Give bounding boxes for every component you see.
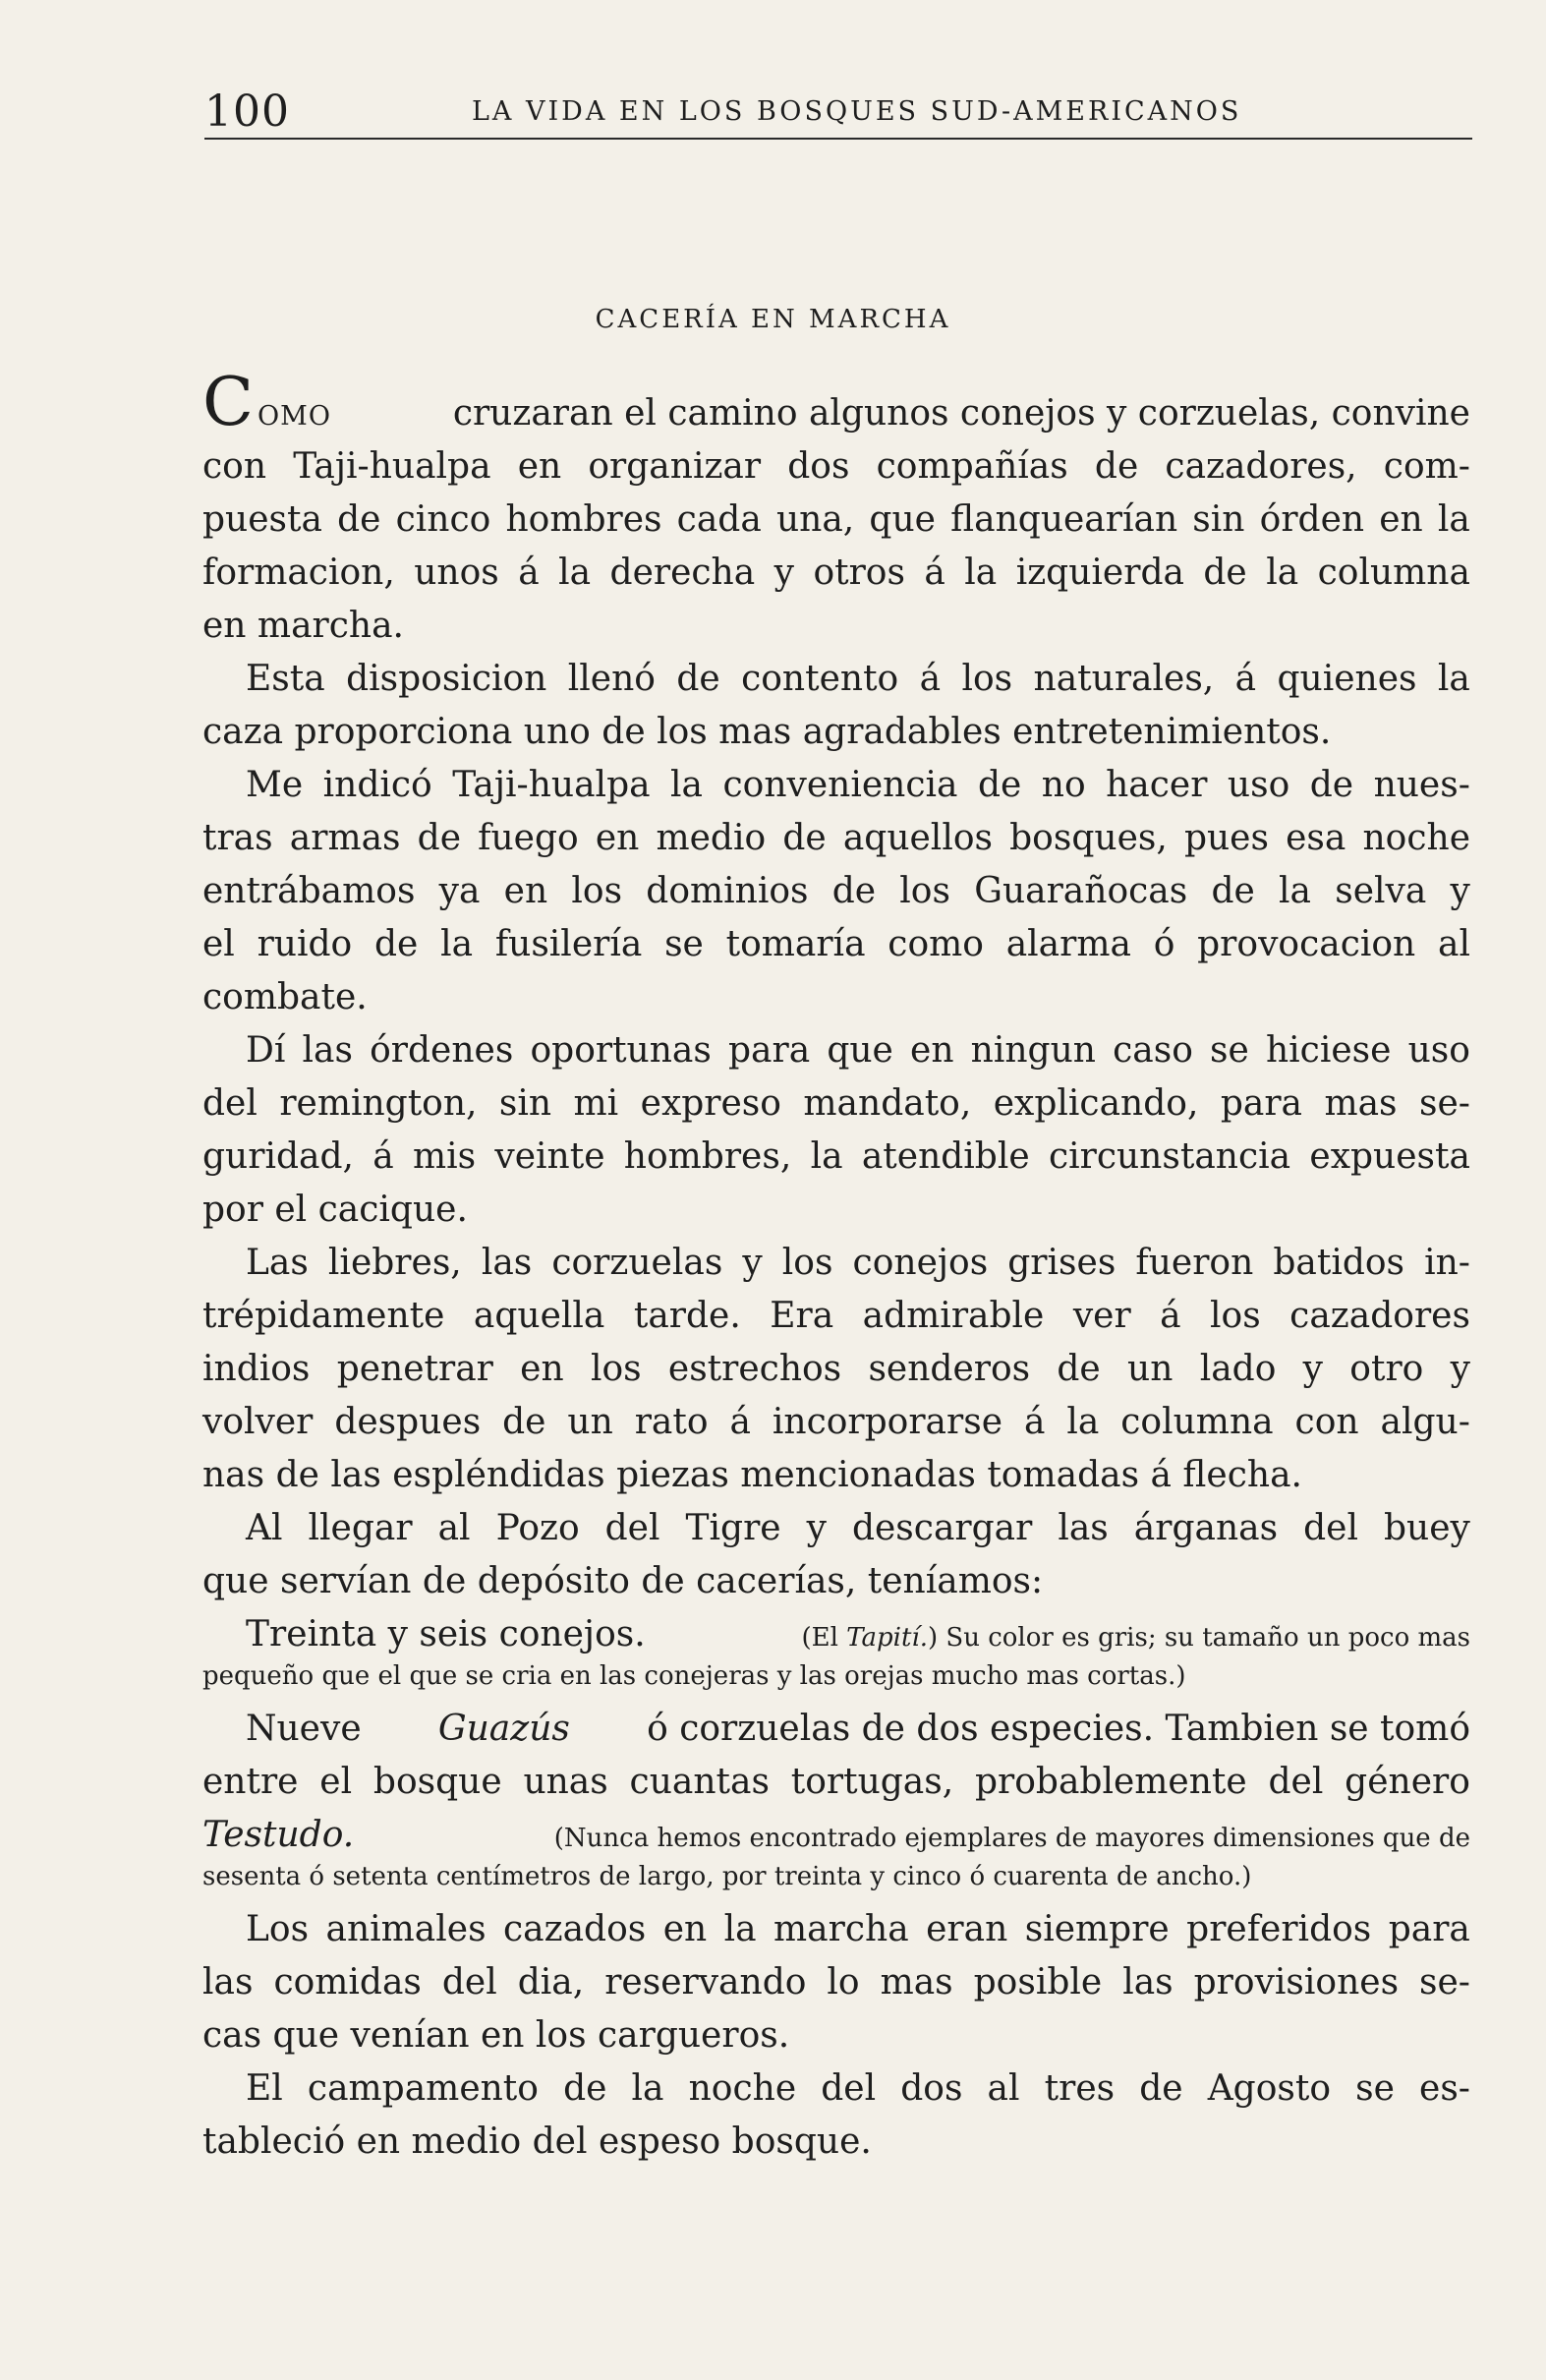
text-fragment: cruzaran el camino algunos conejos y corzuelas, convine xyxy=(452,393,1470,434)
word: á xyxy=(1160,1296,1181,1336)
word: Guarañocas xyxy=(974,871,1188,911)
text-line xyxy=(202,1661,1470,1709)
word: despues xyxy=(334,1402,482,1442)
text-line xyxy=(202,1296,1470,1349)
text-line xyxy=(202,1190,1470,1243)
word: para xyxy=(1388,1909,1470,1949)
word: aquellos xyxy=(842,818,993,858)
word: atendible xyxy=(861,1136,1030,1177)
word: lado xyxy=(1199,1349,1277,1389)
word: in- xyxy=(1424,1243,1470,1283)
word: fuego xyxy=(478,818,579,858)
word: á xyxy=(729,1402,751,1442)
word: y xyxy=(1450,1349,1470,1389)
word: explicando, xyxy=(993,1083,1199,1124)
page-number: 100 xyxy=(204,87,290,137)
word: órden xyxy=(1259,499,1365,540)
word: á xyxy=(1234,659,1257,699)
text-line xyxy=(202,2121,1470,2175)
word: incorporarse xyxy=(772,1402,1002,1442)
word: aquella xyxy=(473,1296,605,1336)
text-line xyxy=(202,1402,1470,1455)
italic-term: Tapití. xyxy=(846,1623,928,1653)
word: esa xyxy=(1286,818,1346,858)
word: fusilería xyxy=(494,924,643,964)
word: al xyxy=(987,2068,1020,2109)
word: entrábamos xyxy=(202,871,416,911)
word: descargar xyxy=(851,1508,1033,1548)
text-line xyxy=(202,765,1470,818)
word: de xyxy=(1211,871,1255,911)
word: la xyxy=(631,2068,664,2109)
word: á xyxy=(518,552,540,593)
word: flanquearían xyxy=(950,499,1178,540)
word: derecha xyxy=(609,552,756,593)
word: una, xyxy=(775,499,855,540)
word: fueron xyxy=(1135,1243,1254,1283)
word: de xyxy=(831,871,877,911)
text-fragment: en marcha. xyxy=(202,606,404,646)
word: Taji-hualpa xyxy=(293,446,491,487)
word: expuesta xyxy=(1309,1136,1470,1177)
word: la xyxy=(1266,552,1299,593)
text-fragment: combate. xyxy=(202,977,368,1017)
word: puesta xyxy=(202,499,322,540)
word: en xyxy=(595,818,640,858)
text-line xyxy=(202,2068,1470,2121)
word: entre xyxy=(202,1762,299,1802)
text-line xyxy=(202,1709,1470,1762)
word: los xyxy=(899,871,950,911)
word: liebres, xyxy=(327,1243,462,1283)
word: disposicion xyxy=(346,659,547,699)
word: en xyxy=(1379,499,1423,540)
word: uso xyxy=(1407,1030,1470,1071)
word: El xyxy=(246,2068,283,2109)
word: los xyxy=(571,871,623,911)
word: llenó xyxy=(567,659,656,699)
text-line xyxy=(202,552,1470,606)
word: unos xyxy=(414,552,499,593)
word: dominios xyxy=(646,871,809,911)
word: y xyxy=(742,1243,763,1283)
word: armas xyxy=(289,818,401,858)
word: de xyxy=(1203,552,1247,593)
section-title: CACERÍA EN MARCHA xyxy=(595,305,951,334)
word: com- xyxy=(1383,446,1470,487)
word: sin xyxy=(498,1083,552,1124)
word: estrechos xyxy=(667,1349,842,1389)
word: se- xyxy=(1418,1083,1470,1124)
word: cazadores xyxy=(1289,1296,1470,1336)
page-header xyxy=(204,87,1472,136)
word: de xyxy=(1309,765,1354,805)
word: penetrar xyxy=(336,1349,493,1389)
word: del xyxy=(1303,1508,1358,1548)
word: animales xyxy=(325,1909,487,1949)
word: cuantas xyxy=(629,1762,770,1802)
word: provocacion xyxy=(1197,924,1416,964)
word: en xyxy=(517,446,562,487)
word: el xyxy=(202,924,235,964)
word: Esta xyxy=(246,659,325,699)
text-fragment: pequeño que el que se cria en las conejeras y las orejas mucho mas cortas.) xyxy=(202,1661,1186,1691)
word: en xyxy=(910,1030,954,1071)
word: cada xyxy=(676,499,762,540)
word: á xyxy=(919,659,942,699)
word: de xyxy=(1057,1349,1101,1389)
word: indicó xyxy=(322,765,432,805)
word: formacion, xyxy=(202,552,395,593)
word: medio xyxy=(656,818,767,858)
word: la xyxy=(723,1909,757,1949)
word: posible xyxy=(973,1962,1103,2003)
text-line xyxy=(202,1030,1470,1083)
word: en xyxy=(503,871,548,911)
word: sin xyxy=(1192,499,1245,540)
word: oportunas xyxy=(530,1030,712,1071)
word: hiciese xyxy=(1265,1030,1392,1071)
word: como xyxy=(888,924,984,964)
text-line xyxy=(202,446,1470,499)
word: conejos xyxy=(852,1243,989,1283)
word: no xyxy=(1041,765,1086,805)
text-fragment: (El xyxy=(801,1623,838,1653)
word: la xyxy=(810,1136,843,1177)
word: lo xyxy=(827,1962,860,2003)
word: siempre xyxy=(1024,1909,1170,1949)
word: á xyxy=(1023,1402,1046,1442)
word: eran xyxy=(926,1909,1008,1949)
word: marcha xyxy=(773,1909,909,1949)
word: los xyxy=(1210,1296,1261,1336)
text-line xyxy=(202,1815,1470,1862)
word: dia, xyxy=(517,1962,585,2003)
word: género xyxy=(1345,1762,1470,1802)
text-line xyxy=(202,1508,1470,1561)
text-fragment: cas que venían en los cargueros. xyxy=(202,2015,790,2056)
word: conveniencia xyxy=(722,765,958,805)
word: para xyxy=(1220,1083,1303,1124)
word: á xyxy=(924,552,945,593)
word: es- xyxy=(1419,2068,1470,2109)
word: tres xyxy=(1044,2068,1116,2109)
word: de xyxy=(676,659,720,699)
small-caps-word: OMO xyxy=(258,401,331,432)
text-line xyxy=(202,364,1470,446)
text-line xyxy=(202,712,1470,765)
word: los xyxy=(781,1243,833,1283)
word: la xyxy=(1066,1402,1100,1442)
word: tras xyxy=(202,818,273,858)
text-fragment: tableció en medio del espeso bosque. xyxy=(202,2121,872,2162)
word: organizar xyxy=(588,446,762,487)
word: otro xyxy=(1349,1349,1424,1389)
word: con xyxy=(1294,1402,1359,1442)
word: de xyxy=(782,818,827,858)
text-line xyxy=(202,924,1470,977)
word: izquierda xyxy=(1015,552,1184,593)
text-line xyxy=(202,1083,1470,1136)
header-rule xyxy=(204,138,1472,140)
word: mandato, xyxy=(803,1083,972,1124)
word: árganas xyxy=(1133,1508,1279,1548)
word: columna xyxy=(1317,552,1470,593)
word: la xyxy=(1437,659,1470,699)
word: del xyxy=(821,2068,877,2109)
word: las xyxy=(481,1243,533,1283)
word: de xyxy=(337,499,381,540)
word: Los xyxy=(246,1909,310,1949)
word: se xyxy=(664,924,704,964)
word: de xyxy=(373,924,419,964)
text-line xyxy=(202,1614,1470,1661)
word: á xyxy=(372,1136,394,1177)
word: se xyxy=(1355,2068,1395,2109)
word: en xyxy=(662,1909,708,1949)
word: ruido xyxy=(257,924,353,964)
word: bosques, xyxy=(1009,818,1168,858)
word: las xyxy=(1058,1508,1109,1548)
word: hombres, xyxy=(623,1136,792,1177)
word: mi xyxy=(573,1083,619,1124)
word: quienes xyxy=(1277,659,1417,699)
word: ningun xyxy=(970,1030,1096,1071)
word: ó xyxy=(1153,924,1175,964)
word: volver xyxy=(202,1402,314,1442)
text-line xyxy=(202,1909,1470,1962)
word: caso xyxy=(1113,1030,1193,1071)
italic-term: Guazús xyxy=(437,1709,570,1749)
word: Me xyxy=(246,765,304,805)
word: la xyxy=(964,552,998,593)
text-fragment: nas de las espléndidas piezas mencionadas tomadas á flecha. xyxy=(202,1455,1302,1495)
body-text xyxy=(202,364,1470,2175)
word: preferidos xyxy=(1186,1909,1372,1949)
word: Tigre xyxy=(685,1508,781,1548)
word: del xyxy=(1268,1762,1324,1802)
word: expreso xyxy=(640,1083,781,1124)
word: hacer xyxy=(1106,765,1208,805)
word: se xyxy=(1210,1030,1249,1071)
text-line xyxy=(202,606,1470,659)
word: indios xyxy=(202,1349,311,1389)
word: al xyxy=(437,1508,471,1548)
word: admirable xyxy=(862,1296,1045,1336)
text-fragment: sesenta ó setenta centímetros de largo, por treinta y cinco ó cuarenta de ancho.) xyxy=(202,1862,1252,1891)
word: tortugas, xyxy=(790,1762,954,1802)
text-line xyxy=(202,1349,1470,1402)
word: contento xyxy=(741,659,899,699)
word: noche xyxy=(688,2068,797,2109)
text-fragment: por el cacique. xyxy=(202,1190,468,1230)
word: al xyxy=(1438,924,1470,964)
word: veinte xyxy=(494,1136,605,1177)
word: las xyxy=(202,1962,254,2003)
word: Las xyxy=(246,1243,309,1283)
word: órdenes xyxy=(370,1030,514,1071)
word: Agosto xyxy=(1207,2068,1332,2109)
text-line xyxy=(202,2015,1470,2068)
word: los xyxy=(590,1349,642,1389)
word: del xyxy=(604,1508,660,1548)
text-fragment: Nueve xyxy=(246,1709,362,1749)
text-fragment: caza proporciona uno de los mas agradables entretenimientos. xyxy=(202,712,1332,752)
word: comidas xyxy=(273,1962,422,2003)
word: corzuelas xyxy=(551,1243,723,1283)
text-fragment: (Nunca hemos encontrado ejemplares de mayores dimensiones que de xyxy=(553,1824,1470,1853)
word: cazadores, xyxy=(1165,446,1357,487)
word: llegar xyxy=(308,1508,413,1548)
word: tomaría xyxy=(725,924,866,964)
text-fragment: Treinta y seis conejos. xyxy=(246,1614,646,1654)
word: ver xyxy=(1072,1296,1131,1336)
word: senderos xyxy=(868,1349,1031,1389)
word: uso xyxy=(1227,765,1290,805)
word: de xyxy=(563,2068,607,2109)
word: y xyxy=(1450,871,1470,911)
text-line xyxy=(202,1243,1470,1296)
text-line xyxy=(202,1136,1470,1190)
word: pues xyxy=(1183,818,1269,858)
word: hombres xyxy=(505,499,662,540)
text-line xyxy=(202,1455,1470,1508)
text-fragment: ó corzuelas de dos especies. Tambien se tomó xyxy=(647,1709,1470,1749)
word: guridad, xyxy=(202,1136,354,1177)
italic-term: Testudo. xyxy=(202,1815,355,1855)
text-line xyxy=(202,1762,1470,1815)
word: nues- xyxy=(1373,765,1470,805)
word: la xyxy=(558,552,592,593)
word: se- xyxy=(1419,1962,1470,2003)
word: mas xyxy=(880,1962,953,2003)
word: las xyxy=(1122,1962,1174,2003)
word: rato xyxy=(634,1402,709,1442)
text-line xyxy=(202,1962,1470,2015)
word: algu- xyxy=(1380,1402,1470,1442)
word: noche xyxy=(1362,818,1470,858)
word: provisiones xyxy=(1193,1962,1400,2003)
word: trépidamente xyxy=(202,1296,445,1336)
word: del xyxy=(202,1083,258,1124)
word: la xyxy=(440,924,474,964)
word: buey xyxy=(1383,1508,1470,1548)
word: y xyxy=(806,1508,827,1548)
text-line xyxy=(202,1561,1470,1614)
word: cazados xyxy=(503,1909,647,1949)
word: batidos xyxy=(1273,1243,1405,1283)
word: en xyxy=(520,1349,564,1389)
word: la xyxy=(1279,871,1312,911)
word: probablemente xyxy=(974,1762,1247,1802)
word: circunstancia xyxy=(1048,1136,1291,1177)
word: de xyxy=(977,765,1022,805)
drop-cap: C xyxy=(202,364,255,441)
word: del xyxy=(441,1962,497,2003)
word: campamento xyxy=(307,2068,539,2109)
word: ya xyxy=(438,871,481,911)
word: con xyxy=(202,446,267,487)
text-line xyxy=(202,499,1470,552)
word: de xyxy=(502,1402,546,1442)
word: cinco xyxy=(395,499,491,540)
word: naturales, xyxy=(1033,659,1215,699)
word: remington, xyxy=(279,1083,478,1124)
word: y xyxy=(1302,1349,1324,1389)
word: de xyxy=(417,818,462,858)
text-line xyxy=(202,977,1470,1030)
text-line xyxy=(202,871,1470,924)
word: reservando xyxy=(604,1962,807,2003)
word: de xyxy=(1094,446,1139,487)
word: que xyxy=(869,499,936,540)
running-head: LA VIDA EN LOS BOSQUES SUD-AMERICANOS xyxy=(472,96,1242,127)
word: otros xyxy=(813,552,905,593)
word: el xyxy=(319,1762,353,1802)
word: la xyxy=(1437,499,1470,540)
word: un xyxy=(567,1402,613,1442)
word: Taji-hualpa xyxy=(452,765,651,805)
word: mis xyxy=(412,1136,477,1177)
text-line xyxy=(202,818,1470,871)
text-fragment: que servían de depósito de cacerías, teníamos: xyxy=(202,1561,1044,1601)
word: para xyxy=(728,1030,811,1071)
word: columna xyxy=(1120,1402,1274,1442)
word: de xyxy=(1139,2068,1183,2109)
word: Pozo xyxy=(495,1508,580,1548)
word: compañías xyxy=(876,446,1068,487)
word: bosque xyxy=(372,1762,502,1802)
word: y xyxy=(773,552,794,593)
word: selva xyxy=(1335,871,1427,911)
text-fragment: ) Su color es gris; su tamaño un poco mas xyxy=(927,1623,1470,1653)
word: que xyxy=(827,1030,893,1071)
word: unas xyxy=(523,1762,608,1802)
word: los xyxy=(961,659,1013,699)
word: grises xyxy=(1007,1243,1117,1283)
word: dos xyxy=(900,2068,963,2109)
word: Al xyxy=(246,1508,283,1548)
word: Dí xyxy=(246,1030,286,1071)
text-line xyxy=(202,1862,1470,1909)
word: la xyxy=(670,765,704,805)
word: un xyxy=(1127,1349,1174,1389)
text-line xyxy=(202,659,1470,712)
word: las xyxy=(302,1030,353,1071)
word: mas xyxy=(1324,1083,1398,1124)
word: alarma xyxy=(1005,924,1131,964)
word: tarde. xyxy=(633,1296,741,1336)
word: dos xyxy=(787,446,850,487)
word: Era xyxy=(770,1296,834,1336)
